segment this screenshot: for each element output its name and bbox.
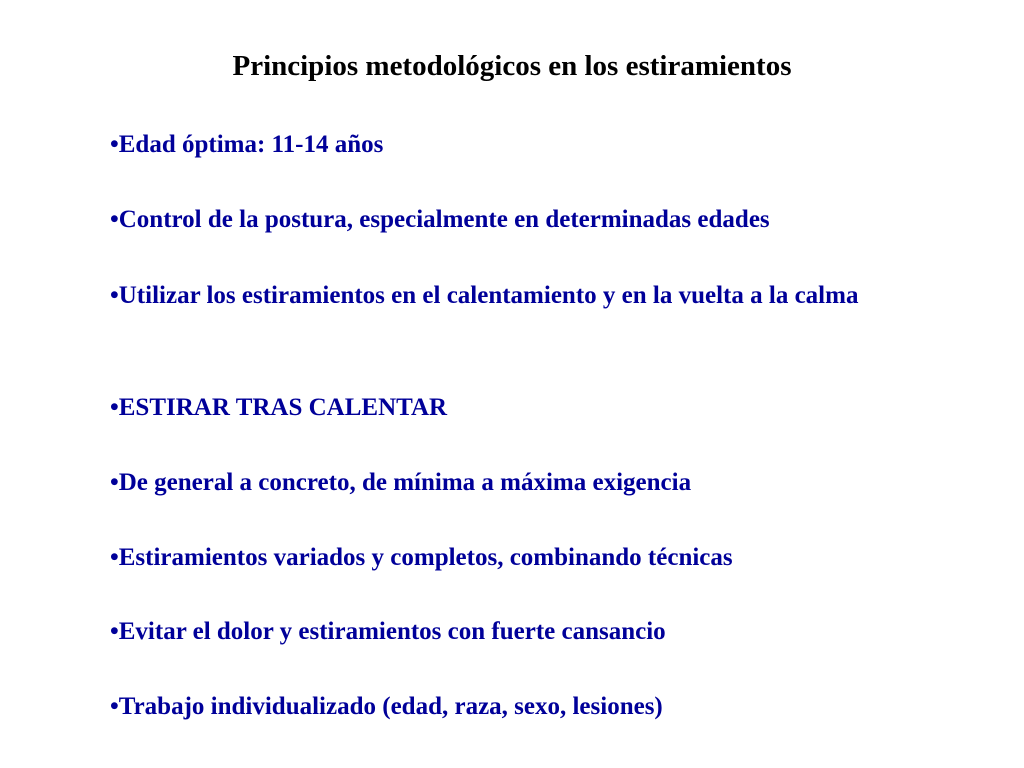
bullet-item: •Utilizar los estiramientos en el calentamiento y en la vuelta a la calma: [110, 282, 859, 309]
bullet-item: •De general a concreto, de mínima a máxima exigencia: [110, 469, 692, 496]
bullet-item: •ESTIRAR TRAS CALENTAR: [110, 394, 448, 421]
bullet-item: •Edad óptima: 11-14 años: [110, 131, 384, 158]
bullet-item: •Trabajo individualizado (edad, raza, sexo, lesiones): [110, 693, 663, 720]
bullet-item: •Control de la postura, especialmente en determinadas edades: [110, 206, 770, 233]
bullet-item: •Evitar el dolor y estiramientos con fuerte cansancio: [110, 618, 666, 645]
slide-title: Principios metodológicos en los estiramientos: [232, 50, 792, 82]
bullet-item: •Estiramientos variados y completos, combinando técnicas: [110, 544, 733, 571]
